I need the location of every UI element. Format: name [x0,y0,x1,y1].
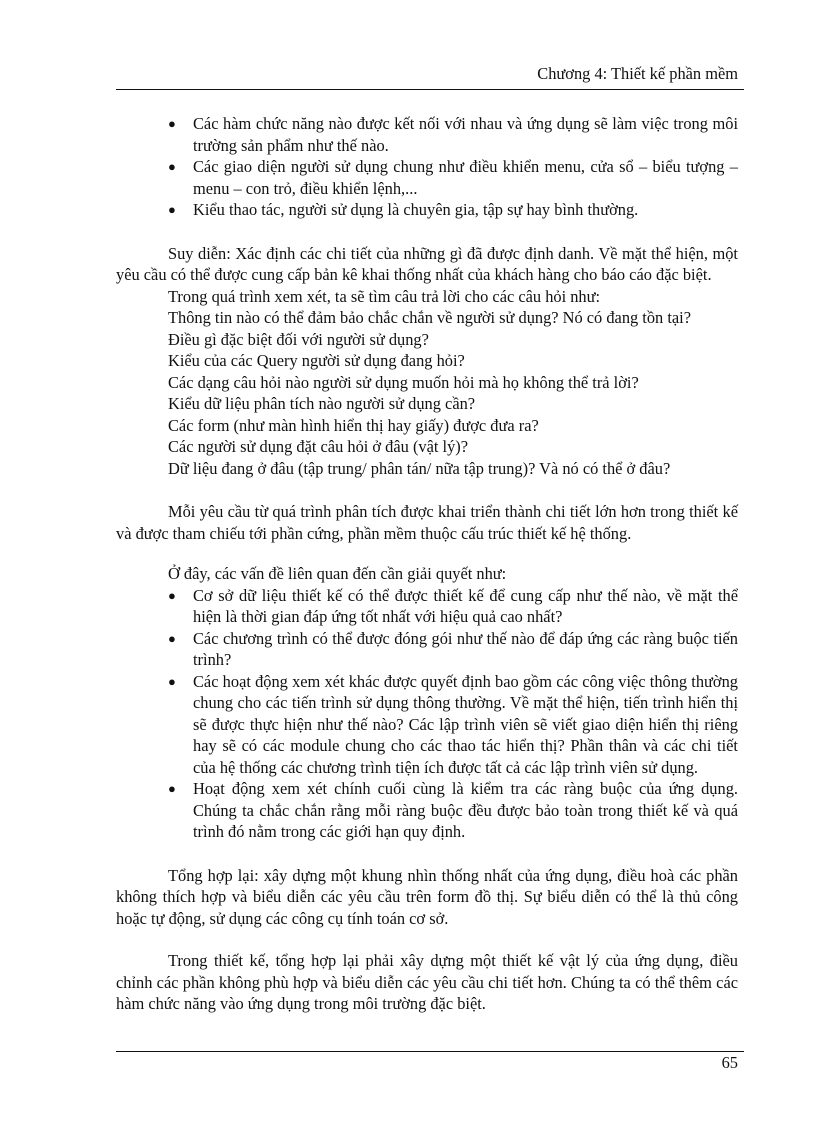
bullet-list-contexts [116,113,738,221]
chapter-header-title: Chương 4: Thiết kế phần mềm [537,64,738,83]
spacer [116,221,738,243]
question-line: Các form (như màn hình hiển thị hay giấy) được đưa ra? [168,415,539,435]
list-item-text: Hoạt động xem xét chính cuối cùng là kiểm tra các ràng buộc của ứng dụng. Chúng ta chắc chắn rằng mỗi ràng buộc đều được bảo toàn trong thiết kế và quá trình đó nằm trong các giới hạn quy định. [193,779,738,841]
paragraph-expand: Mỗi yêu cầu từ quá trình phân tích được khai triển thành chi tiết lớn hơn trong thiết kế và được tham chiếu tới phần cứng, phần mềm thuộc cấu trúc thiết kế hệ thống. [116,502,738,543]
list-item-text: Kiểu thao tác, người sử dụng là chuyên gia, tập sự hay bình thường. [193,200,639,219]
list-item-text: Cơ sở dữ liệu thiết kế có thể được thiết kế để cung cấp như thế nào, về mặt thể hiện là thời gian đáp ứng tốt nhất với hiệu quả cao nhất? [193,585,738,626]
paragraph-synthesis: Tổng hợp lại: xây dựng một khung nhìn thống nhất của ứng dụng, điều hoà các phần không thích hợp và biểu diễn các yêu cầu trên form đồ thị. Sự biểu diễn có thể là thủ công hoặc tự động, sử dụng các công cụ tính toán cơ sở. [116,865,738,928]
bullet-dot-icon: ● [168,116,176,131]
bullet-list-issues [116,585,738,843]
question-line: Dữ liệu đang ở đâu (tập trung/ phân tán/ nữa tập trung)? Và nó có thể ở đâu? [168,458,671,478]
footer-rule [116,1051,744,1052]
list-item [116,778,738,843]
paragraph-design: Trong thiết kế, tổng hợp lại phải xây dựng một thiết kế vật lý của ứng dụng, điều chỉnh các phần không phù hợp và biểu diễn các yêu cầu chi tiết hơn. Chúng ta có thể thêm các hàm chức năng vào ứng dụng trong môi trường đặc biệt. [116,951,738,1013]
list-item-text: Các hoạt động xem xét khác được quyết định bao gồm các công việc thông thường chung cho các tiến trình sử dụng thông thường. Về mặt thể hiện, tiến trình hiển thị sẽ được thực hiện như thế nào? Các lập trình viên sẽ viết giao diện hiển thị riêng hay sẽ có các module chung cho các thao tác hiển thị? Phần thân và các chi tiết của hệ thống các chương trình tiện ích được tất cả các lập trình viên sử dụng. [193,671,738,777]
list-item [116,671,738,779]
list-item-text: Các chương trình có thể được đóng gói như thế nào để đáp ứng các ràng buộc tiến trình? [193,628,738,669]
question-line: Kiểu dữ liệu phân tích nào người sử dụng cần? [168,394,476,413]
spacer [116,479,738,501]
header-rule [116,89,744,90]
list-item [116,113,738,156]
bullet-dot-icon: ● [168,587,176,603]
question-line: Thông tin nào có thể đảm bảo chắc chắn về người sử dụng? Nó có đang tồn tại? [168,308,692,327]
list-item [116,585,738,628]
list-item-text: Các hàm chức năng nào được kết nối với nhau và ứng dụng sẽ làm việc trong môi trường sản phẩm như thế nào. [193,114,738,155]
question-line: Các dạng câu hỏi nào người sử dụng muốn hỏi mà họ không thể trả lời? [168,372,639,392]
question-line: Điều gì đặc biệt đối với người sử dụng? [168,329,429,349]
list-item [116,156,738,199]
spacer [116,843,738,865]
page-number: 65 [721,1053,738,1072]
list-item [116,628,738,671]
review-intro: Trong quá trình xem xét, ta sẽ tìm câu trả lời cho các câu hỏi như: [168,286,601,306]
spacer [116,544,738,563]
issues-intro: Ở đây, các vấn đề liên quan đến cần giải quyết như: [168,564,507,583]
question-line: Kiểu của các Query người sử dụng đang hỏi? [168,351,465,370]
bullet-dot-icon: ● [168,630,176,646]
bullet-dot-icon: ● [168,781,176,796]
paragraph-deduction: Suy diễn: Xác định các chi tiết của những gì đã được định danh. Về mặt thể hiện, một yêu cầu có thể được cung cấp bản kê khai thống nhất của khách hàng cho báo cáo đặc biệt. [116,243,738,284]
question-line: Các người sử dụng đặt câu hỏi ở đâu (vật lý)? [168,437,469,456]
bullet-dot-icon: ● [168,159,176,174]
page-body [116,113,738,1015]
list-item [116,199,738,221]
bullet-dot-icon: ● [168,673,176,689]
bullet-dot-icon: ● [168,202,176,217]
list-item-text: Các giao diện người sử dụng chung như điều khiển menu, cửa sổ – biểu tượng – menu – con trỏ, điều khiển lệnh,... [193,157,738,198]
spacer [116,929,738,950]
